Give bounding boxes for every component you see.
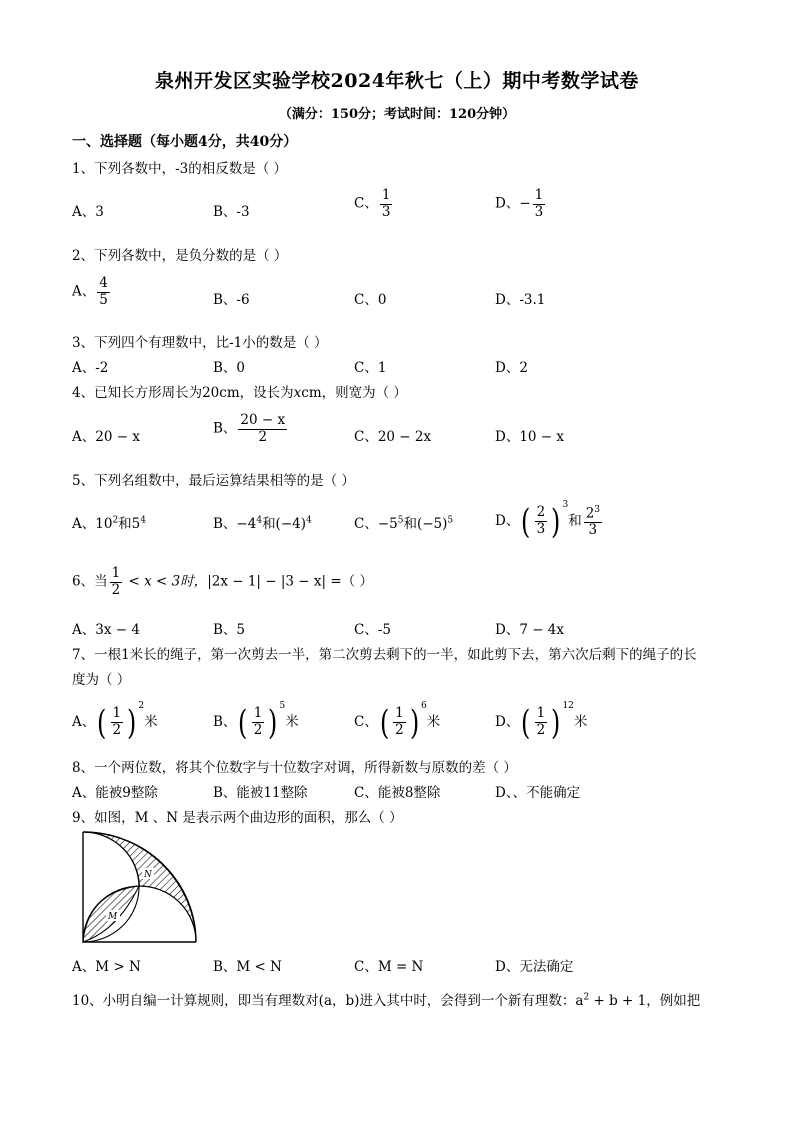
q5-option-d: D、 ( $\frac{2}{3}$ ) $^3$和 $\frac{2^3}{3}$ [495,500,601,542]
question-7-stem-line1: 7、一根1米长的绳子，第一次剪去一半，第二次剪去剩下的一半，如此剪下去，第六次后剩下的绳子的长 [72,647,697,663]
q5-option-a: A、$10^2$和$5^4$ [72,515,146,532]
q3-option-a: A、-2 [72,360,109,376]
q1-option-a: A、3 [72,204,104,220]
question-6-stem: 6、当 $\frac{1}{2}$ < x < 3时，|2x − 1| − |3 − x| =（ ） [72,565,373,598]
q4-option-d: D、10 − x [495,429,565,445]
q6-option-b: B、5 [213,622,246,638]
q2-option-a: A、 $\frac{4}{5}$ [72,275,108,308]
q5-option-c: C、$-5^5$和$(-5)^5$ [354,515,454,532]
q9-figure [78,830,203,948]
fraction: $\frac{1}{3}$ [534,187,544,220]
q4-option-b: B、 $\frac{20 - x}{2}$ [213,412,286,445]
q1-option-c: C、 $\frac{1}{3}$ [354,187,391,220]
page-subtitle: （满分：150分；考试时间：120分钟） [278,107,516,122]
question-10-stem: 10、小明自编一计算规则，即当有理数对(a，b)进入其中时，会得到一个新有理数：$a^2 + b + 1$，例如把 [72,992,701,1009]
q5-option-b: B、$-4^4$和$(-4)^4$ [213,515,312,532]
q8-option-d: D、、不能确定 [495,785,581,801]
q1-option-d: D、− $\frac{1}{3}$ [495,187,544,220]
fig-label-m: M [108,912,118,922]
q9-option-d: D、无法确定 [495,959,574,975]
q9-option-b: B、M < N [213,959,282,975]
question-1-stem: 1、下列各数中，-3的相反数是（ ） [72,161,288,177]
fraction: $\frac{2^3}{3}$ [585,504,601,538]
fraction: $\frac{20 - x}{2}$ [240,412,286,445]
question-8-stem: 8、一个两位数，将其个位数字与十位数字对调，所得新数与原数的差（ ） [72,760,517,776]
q3-option-c: C、1 [354,360,387,376]
page-title: 泉州开发区实验学校2024年秋七（上）期中考数学试卷 [155,70,639,92]
q4-option-c: C、20 − 2x [354,429,432,445]
question-9-stem: 9、如图，M 、N 是表示两个曲边形的面积，那么（ ） [72,810,403,826]
q8-option-b: B、能被11整除 [213,785,308,801]
q7-option-b: B、 ( $\frac{1}{2}$ ) $^5$米 [213,701,299,743]
q4-option-a: A、20 − x [72,429,140,445]
fraction: $\frac{4}{5}$ [99,275,108,308]
question-7-stem-line2: 度为（ ） [72,672,131,688]
q2-option-c: C、0 [354,292,387,308]
q8-option-a: A、能被9整除 [72,785,158,801]
question-5-stem: 5、下列名组数中，最后运算结果相等的是（ ） [72,473,355,489]
q2-option-d: D、-3.1 [495,292,546,308]
question-4-stem: 4、已知长方形周长为20cm，设长为xcm，则宽为（ ） [72,385,407,401]
q7-option-d: D、 ( $\frac{1}{2}$ ) $^{12}$米 [495,701,588,743]
fraction: $\frac{1}{2}$ [111,565,121,598]
q9-option-a: A、M > N [72,959,141,975]
q6-option-a: A、3x − 4 [72,622,140,638]
q3-option-d: D、2 [495,360,528,376]
q9-option-c: C、M = N [354,959,424,975]
q2-option-b: B、-6 [213,292,250,308]
question-2-stem: 2、下列各数中，是负分数的是（ ） [72,248,288,264]
q1-option-b: B、-3 [213,204,250,220]
q6-option-d: D、7 − 4x [495,622,565,638]
q6-option-c: C、-5 [354,622,391,638]
q3-option-b: B、0 [213,360,246,376]
fig-label-n: N [144,870,152,880]
q8-option-c: C、能被8整除 [354,785,441,801]
question-3-stem: 3、下列四个有理数中，比-1小的数是（ ） [72,335,328,351]
section-title: 一、选择题（每小题4分，共40分） [72,134,298,150]
q7-option-c: C、 ( $\frac{1}{2}$ ) $^6$米 [354,701,441,743]
q7-option-a: A、 ( $\frac{1}{2}$ ) $^2$米 [72,701,158,743]
fraction: $\frac{1}{3}$ [381,187,391,220]
